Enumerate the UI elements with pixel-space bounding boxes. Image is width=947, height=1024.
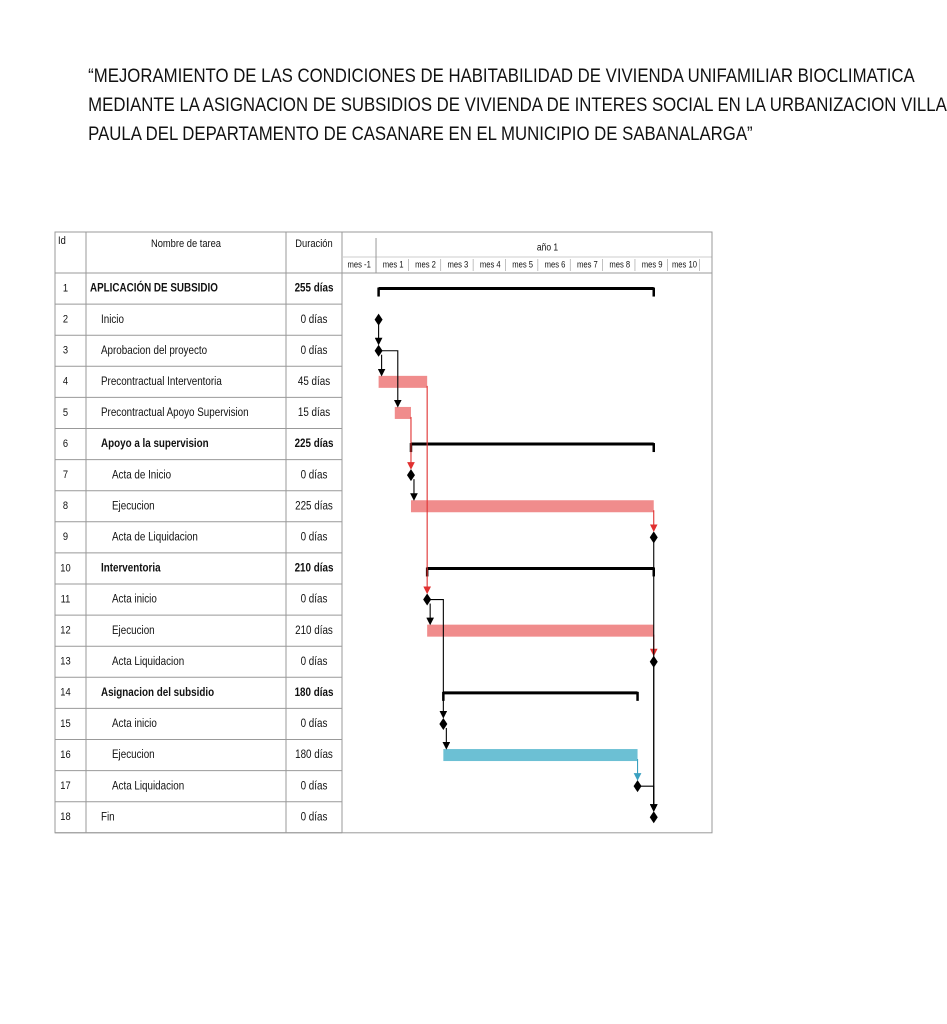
task-id: 15 [60, 718, 71, 731]
task-name: Acta de Inicio [112, 468, 172, 482]
task-name: Asignacion del subsidio [101, 686, 215, 700]
timescale-month-label: mes -1 [347, 258, 371, 270]
task-name: Interventoria [101, 561, 161, 575]
task-duration: 0 días [300, 655, 328, 669]
task-id: 8 [62, 500, 69, 513]
task-name: Precontractual Apoyo Supervision [101, 406, 249, 420]
task-id: 6 [62, 438, 69, 451]
task-duration: 0 días [300, 717, 328, 731]
task-name: Fin [101, 810, 115, 824]
task-duration: 180 días [294, 686, 334, 700]
task-duration: 225 días [295, 499, 333, 513]
title-line-1: “MEJORAMIENTO DE LAS CONDICIONES DE HABITABILIDAD DE VIVIENDA UNIFAMILIAR BIOCLIMATICA [88, 65, 915, 87]
task-duration: 210 días [294, 561, 334, 575]
task-name: Ejecucion [112, 623, 155, 638]
task-duration: 0 días [300, 592, 328, 606]
task-bar [443, 749, 637, 761]
task-id: 11 [60, 593, 71, 606]
task-id: 10 [60, 562, 71, 575]
timescale-year-label: año 1 [536, 242, 559, 253]
task-name: Ejecucion [112, 499, 155, 513]
task-id: 3 [62, 345, 69, 357]
task-bar [379, 376, 428, 388]
title-line-2: MEDIANTE LA ASIGNACION DE SUBSIDIOS DE VIVIENDA DE INTERES SOCIAL EN LA URBANIZACION VILLA [88, 94, 947, 116]
task-name: Acta Liquidacion [112, 779, 185, 793]
timescale-month-label: mes 6 [544, 258, 566, 270]
task-duration: 15 días [297, 406, 331, 420]
task-name: Acta de Liquidacion [112, 530, 198, 544]
dependency-link [641, 786, 654, 810]
task-bar [395, 407, 411, 419]
task-duration: 0 días [300, 468, 328, 482]
timescale-month-label: mes 3 [447, 258, 469, 270]
header-id: Id [58, 235, 66, 248]
task-name: Aprobacion del proyecto [101, 344, 208, 358]
task-duration: 0 días [300, 312, 328, 327]
task-name: Acta inicio [112, 717, 157, 731]
task-duration: 45 días [297, 375, 331, 389]
task-name: Inicio [101, 312, 124, 327]
timescale-month-label: mes 2 [415, 258, 436, 270]
task-duration: 255 días [294, 281, 334, 295]
task-id: 4 [62, 376, 69, 388]
task-name: Ejecucion [112, 748, 155, 762]
task-duration: 210 días [295, 623, 333, 638]
task-id: 13 [60, 656, 71, 668]
timescale-month-label: mes 1 [382, 258, 404, 270]
task-id: 17 [60, 780, 71, 793]
timescale-month-label: mes 9 [641, 258, 663, 270]
task-name: Apoyo a la supervision [101, 437, 209, 451]
task-id: 16 [60, 749, 71, 762]
task-duration: 225 días [294, 437, 334, 451]
task-id: 5 [62, 407, 69, 420]
timescale-month-label: mes 5 [512, 258, 534, 270]
task-name: Acta Liquidacion [112, 655, 185, 669]
timescale-month-label: mes 4 [479, 258, 501, 270]
title-line-3: PAULA DEL DEPARTAMENTO DE CASANARE EN EL MUNICIPIO DE SABANALARGA” [88, 123, 753, 145]
task-name: APLICACIÓN DE SUBSIDIO [90, 281, 218, 295]
task-id: 1 [62, 282, 69, 295]
timescale-month-label: mes 7 [576, 258, 598, 270]
dependency-link [430, 600, 443, 717]
task-duration: 0 días [300, 810, 328, 824]
task-id: 12 [60, 624, 71, 637]
task-name: Acta inicio [112, 592, 157, 606]
timescale-month-label: mes 10 [671, 258, 698, 270]
milestone-diamond [650, 811, 658, 823]
task-id: 14 [60, 687, 71, 699]
task-bar [427, 625, 654, 637]
timescale-month-label: mes 8 [609, 258, 631, 270]
milestone-diamond [634, 780, 642, 792]
task-id: 2 [62, 313, 69, 326]
task-duration: 0 días [300, 779, 328, 793]
task-name: Precontractual Interventoria [101, 375, 222, 389]
header-duration: Duración [295, 238, 333, 251]
task-id: 7 [62, 469, 69, 482]
task-duration: 180 días [295, 748, 333, 762]
task-bar [411, 500, 654, 512]
task-id: 9 [62, 531, 69, 544]
task-duration: 0 días [300, 530, 328, 544]
task-duration: 0 días [300, 344, 328, 358]
task-id: 18 [60, 811, 71, 824]
header-task-name: Nombre de tarea [150, 238, 222, 251]
